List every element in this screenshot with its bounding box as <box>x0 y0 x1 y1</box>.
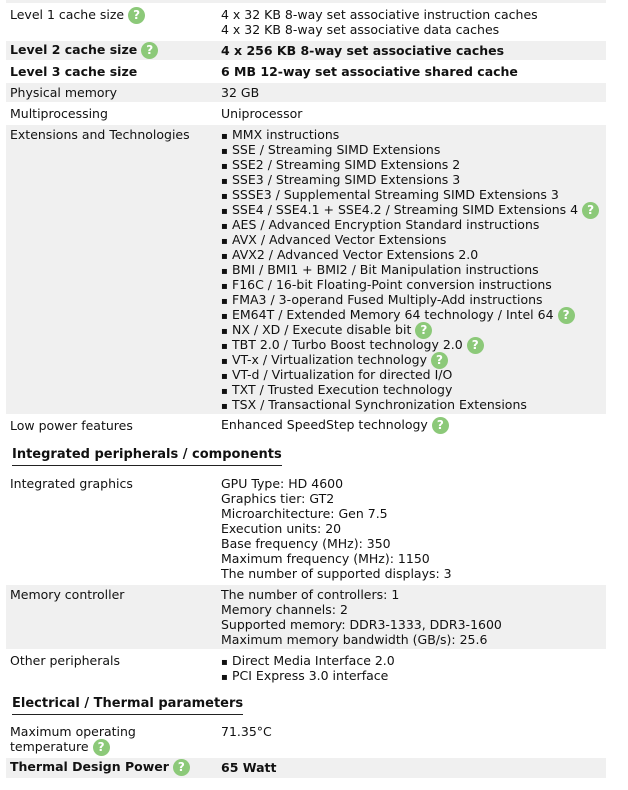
row-label <box>10 7 145 24</box>
detail-line: Maximum frequency (MHz): 1150 <box>221 551 430 566</box>
row-max-temperature <box>6 722 606 756</box>
detail-line: The number of supported displays: 3 <box>221 566 452 581</box>
detail-line: Microarchitecture: Gen 7.5 <box>221 506 388 521</box>
list-item: ▪ SSE4 / SSE4.1 + SSE4.2 / Streaming SIMD Extensions 4 ? <box>221 202 603 217</box>
detail-line: Base frequency (MHz): 350 <box>221 536 391 551</box>
help-icon[interactable]: ? <box>128 7 145 24</box>
row-physical-memory <box>6 83 606 102</box>
detail-line: Graphics tier: GT2 <box>221 491 335 506</box>
l3-cache-label: Level 3 cache size <box>10 64 138 79</box>
tdp-value: 65 Watt <box>221 760 277 775</box>
row-other-peripherals <box>6 651 606 685</box>
row-divider <box>6 0 606 3</box>
detail-line: Maximum memory bandwidth (GB/s): 25.6 <box>221 632 488 647</box>
list-item: ▪ SSE3 / Streaming SIMD Extensions 3 <box>221 172 603 187</box>
low-power-label: Low power features <box>10 418 133 433</box>
detail-line: GPU Type: HD 4600 <box>221 476 344 491</box>
row-value <box>221 7 603 37</box>
list-item: ▪ AVX / Advanced Vector Extensions <box>221 232 603 247</box>
list-item: ▪ VT-d / Virtualization for directed I/O <box>221 367 603 382</box>
list-item: ▪ EM64T / Extended Memory 64 technology / Intel 64 ? <box>221 307 603 322</box>
help-icon[interactable]: ? <box>141 42 158 59</box>
list-item: ▪ TSX / Transactional Synchronization Extensions <box>221 397 603 412</box>
list-item: ▪ TBT 2.0 / Turbo Boost technology 2.0 ? <box>221 337 603 352</box>
row-memory-controller <box>6 585 606 649</box>
low-power-value: Enhanced SpeedStep technology ? <box>221 417 603 434</box>
graphics-details <box>221 476 603 581</box>
detail-line: Execution units: 20 <box>221 521 342 536</box>
multiprocessing-value: Uniprocessor <box>221 106 303 121</box>
list-item: ▪ VT-x / Virtualization technology ? <box>221 352 603 367</box>
l2-cache-value: 4 x 256 KB 8-way set associative caches <box>221 43 505 58</box>
detail-line: Supported memory: DDR3-1333, DDR3-1600 <box>221 617 502 632</box>
list-item: ▪ BMI / BMI1 + BMI2 / Bit Manipulation instructions <box>221 262 603 277</box>
extensions-label: Extensions and Technologies <box>10 127 190 142</box>
max-temperature-label: Maximum operating temperature ? <box>10 724 136 754</box>
l1-cache-label: Level 1 cache size <box>10 7 125 22</box>
graphics-label: Integrated graphics <box>10 476 133 491</box>
extensions-list <box>221 127 603 412</box>
row-l3-cache <box>6 62 606 81</box>
max-temperature-value: 71.35°C <box>221 724 272 739</box>
list-item: ▪ NX / XD / Execute disable bit ? <box>221 322 603 337</box>
physical-memory-label: Physical memory <box>10 85 118 100</box>
help-icon[interactable]: ? <box>582 202 599 219</box>
other-peripherals-label: Other peripherals <box>10 653 121 668</box>
row-l2-cache <box>6 41 606 60</box>
list-item: ▪ PCI Express 3.0 interface <box>221 668 603 683</box>
list-item: ▪ SSE / Streaming SIMD Extensions <box>221 142 603 157</box>
physical-memory-value: 32 GB <box>221 85 260 100</box>
row-extensions <box>6 125 606 414</box>
list-item: ▪ SSE2 / Streaming SIMD Extensions 2 <box>221 157 603 172</box>
list-item: ▪ TXT / Trusted Execution technology <box>221 382 603 397</box>
section-title-electrical: Electrical / Thermal parameters <box>12 695 243 715</box>
tdp-label: Thermal Design Power ? <box>10 759 190 776</box>
section-title-integrated: Integrated peripherals / components <box>12 446 282 466</box>
l3-cache-value: 6 MB 12-way set associative shared cache <box>221 64 518 79</box>
list-item: ▪ MMX instructions <box>221 127 603 142</box>
detail-line: The number of controllers: 1 <box>221 587 400 602</box>
help-icon[interactable]: ? <box>93 739 110 756</box>
help-icon[interactable]: ? <box>558 307 575 324</box>
l2-cache-label: Level 2 cache size <box>10 42 138 57</box>
row-l1-cache <box>6 5 606 39</box>
list-item: ▪ FMA3 / 3-operand Fused Multiply-Add instructions <box>221 292 603 307</box>
multiprocessing-label: Multiprocessing <box>10 106 108 121</box>
help-icon[interactable]: ? <box>432 417 449 434</box>
row-low-power <box>6 416 606 436</box>
list-item: ▪ F16C / 16-bit Floating-Point conversion instructions <box>221 277 603 292</box>
row-label <box>10 42 158 59</box>
list-item: ▪ AES / Advanced Encryption Standard instructions <box>221 217 603 232</box>
list-item: ▪ Direct Media Interface 2.0 <box>221 653 603 668</box>
row-tdp <box>6 758 606 778</box>
row-integrated-graphics <box>6 474 606 583</box>
l1-cache-data: 4 x 32 KB 8-way set associative data caches <box>221 22 500 37</box>
row-multiprocessing <box>6 104 606 123</box>
memory-controller-label: Memory controller <box>10 587 125 602</box>
help-icon[interactable]: ? <box>173 759 190 776</box>
memory-controller-details <box>221 587 603 647</box>
l1-cache-instruction: 4 x 32 KB 8-way set associative instruction caches <box>221 7 538 22</box>
help-icon[interactable]: ? <box>431 352 448 369</box>
other-peripherals-list <box>221 653 603 683</box>
detail-line: Memory channels: 2 <box>221 602 348 617</box>
help-icon[interactable]: ? <box>467 337 484 354</box>
list-item: ▪ AVX2 / Advanced Vector Extensions 2.0 <box>221 247 603 262</box>
list-item: ▪ SSSE3 / Supplemental Streaming SIMD Extensions 3 <box>221 187 603 202</box>
help-icon[interactable]: ? <box>415 322 432 339</box>
